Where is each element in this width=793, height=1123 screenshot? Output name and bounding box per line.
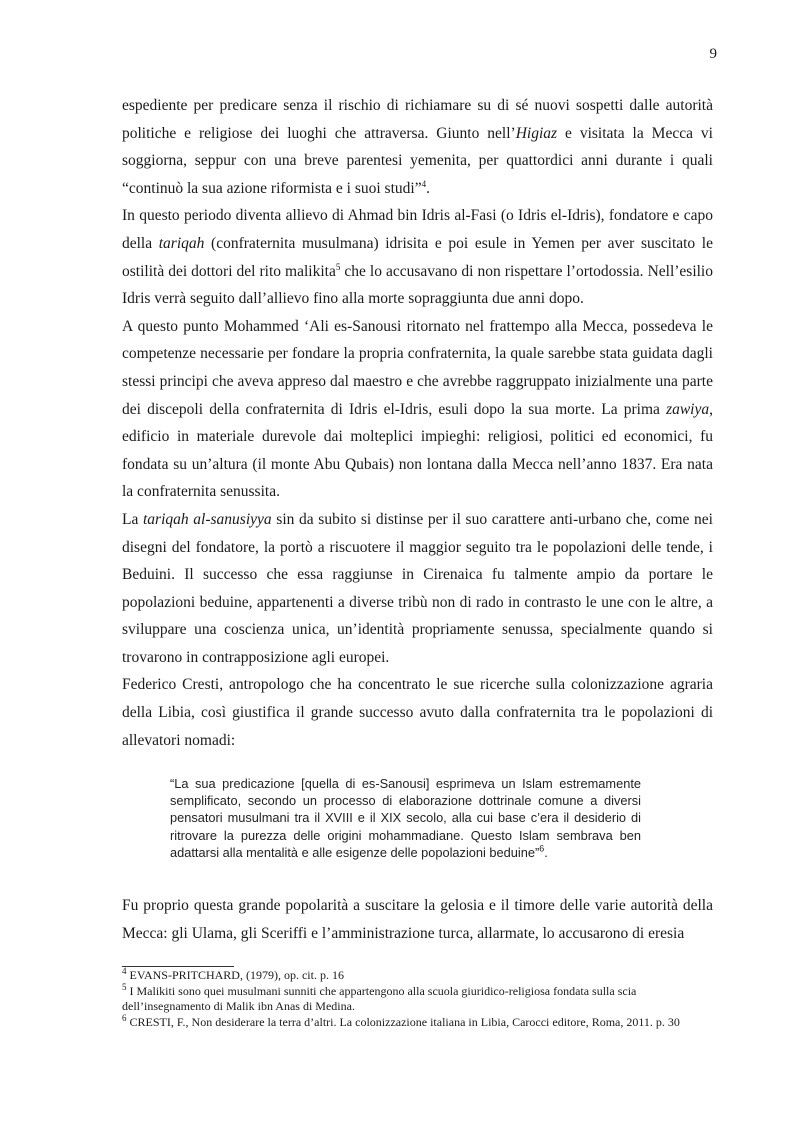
main-text	[122, 92, 713, 754]
emphasis-higiaz: Higiaz	[515, 124, 558, 142]
paragraph-3: A questo punto Mohammed ‘Ali es-Sanousi ritornato nel frattempo alla Mecca, possedeva le competenze necessarie per fondare la propria confraternita, la quale sarebbe stata guidata dagli stessi principi che aveva appreso dal maestro e che avrebbe raggruppato inizialmente una parte dei discepoli della confraternita di Idris el-Idris, esuli dopo la sua morte. La prima zawiya, edificio in materiale durevole dai molteplici impieghi: religiosi, politici ed economici, fu fondata su un’altura (il monte Abu Qubais) non lontana dalla Mecca nell’anno 1837. Era nata la confraternita senussita.	[122, 317, 713, 501]
footnote-6: $^6$ CRESTI, F., Non desiderare la terra d’altri. La colonizzazione italiana in Libia, Carocci editore, Roma, 2011. p. 30	[122, 1012, 680, 1029]
footnote-ref-4[interactable]: 4	[421, 178, 427, 189]
footnote-5: $^5$ I Malikiti sono quei musulmani sunniti che appartengono alla scuola giuridico-religiosa fondata sulla scia dell’insegnamento di Malik ibn Anas di Medina.	[122, 981, 637, 1013]
main-text-continued	[122, 892, 713, 947]
paragraph-2: In questo periodo diventa allievo di Ahmad bin Idris al-Fasi (o Idris el-Idris), fondatore e capo della tariqah (confraternita musulmana) idrisita e poi esule in Yemen per aver suscitato le ostilità dei dottori del rito malikita$^5$ che lo accusavano di non rispettare l’ortodossia. Nell’esilio Idris verrà seguito dall’allievo fino alla morte sopraggiunta due anni dopo.	[122, 207, 713, 308]
paragraph-6: Fu proprio questa grande popolarità a suscitare la gelosia e il timore delle varie autorità della Mecca: gli Ulama, gli Sceriffi e l’amministrazione turca, allarmate, lo accusarono di eresia	[122, 897, 713, 942]
page-number: 9	[709, 46, 717, 62]
emphasis-tariqah-al-sanusiyya: tariqah al-sanusiyya	[143, 510, 272, 528]
paragraph-4: La tariqah al-sanusiyya sin da subito si distinse per il suo carattere anti-urbano che, come nei disegni del fondatore, la portò a riscuotere il maggior seguito tra le popolazioni delle tende, i Beduini. Il successo che essa raggiunse in Cirenaica fu talmente ampio da portare le popolazioni beduine, appartenenti a diverse tribù non di rado in contrasto le une con le altre, a sviluppare una coscienza unica, un’identità propriamente senussa, specialmente quando si trovarono in contrapposizione agli europei.	[122, 510, 713, 666]
paragraph-5: Federico Cresti, antropologo che ha concentrato le sue ricerche sulla colonizzazione agraria della Libia, così giustifica il grande successo avuto dalla confraternita tra le popolazioni di allevatori nomadi:	[122, 676, 713, 749]
footnote-ref-5[interactable]: 5	[335, 261, 341, 272]
footnote-4: $^4$ EVANS-PRITCHARD, (1979), op. cit. p. 16	[122, 966, 344, 982]
footnote-separator	[122, 966, 234, 967]
emphasis-zawiya: zawiya	[666, 400, 710, 418]
block-quote: “La sua predicazione [quella di es-Sanousi] esprimeva un Islam estremamente semplificato, secondo un processo di elaborazione dottrinale comune a diversi pensatori musulmani tra il XVIII e il XIX secolo, alla cui base c’era il desiderio di ritrovare la purezza delle origini mohammadiane. Questo Islam sembrava ben adattarsi alla mentalità e alle esigenze delle popolazioni beduine”$^6$.	[170, 776, 641, 860]
emphasis-tariqah: tariqah	[158, 234, 205, 252]
footnotes	[122, 968, 713, 1030]
paragraph-1: espediente per predicare senza il rischio di richiamare su di sé nuovi sospetti dalle autorità politiche e religiose dei luoghi che attraversa. Giunto nell’Higiaz e visitata la Mecca vi soggiorna, seppur con una breve parentesi yemenita, per quattordici anni durante i quali “continuò la sua azione riformista e i suoi studi”$^4$.	[122, 97, 713, 197]
footnote-ref-6[interactable]: 6	[539, 843, 545, 854]
